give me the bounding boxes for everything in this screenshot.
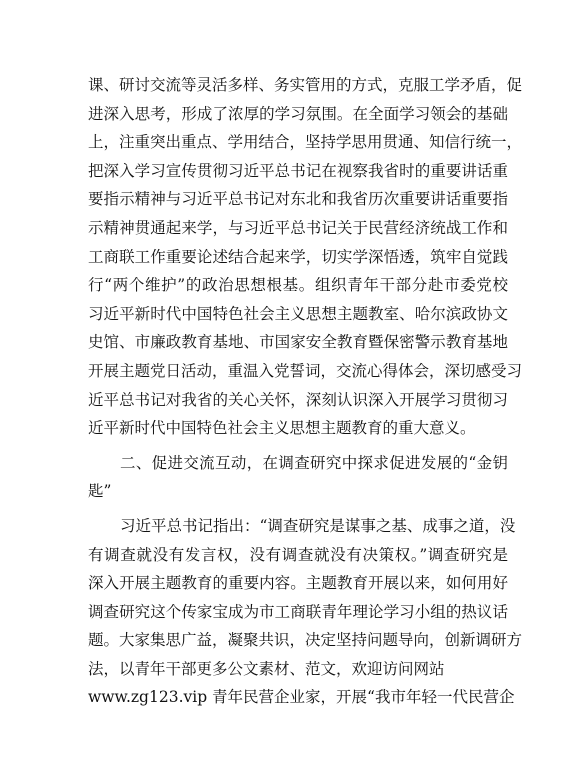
body-paragraph <box>88 512 523 712</box>
heading-line: 二、促进交流互动，在调查研究中探求促进发展的“金钥 <box>120 453 508 472</box>
text-line: 工商联工作重要论述结合起来学，切实学深悟透，筑牢自觉践 <box>88 247 508 266</box>
text-line: 进深入思考，形成了浓厚的学习氛围。在全面学习领会的基础 <box>88 104 508 123</box>
text-line: 课、研讨交流等灵活多样、务实管用的方式，克服工学矛盾，促 <box>88 76 523 94</box>
text-line: 深入开展主题教育的重要内容。主题教育开展以来，如何用好 <box>88 574 508 593</box>
text-line: 把深入学习宣传贯彻习近平总书记在视察我省时的重要讲话重 <box>88 161 508 180</box>
text-line: 习近平新时代中国特色社会主义思想主题教室、哈尔滨政协文 <box>88 304 508 323</box>
text-line: 有调查就没有发言权，没有调查就没有决策权。”调查研究是 <box>88 545 508 564</box>
text-line: 题。大家集思广益，凝聚共识，决定坚持问题导向，创新调研方 <box>88 631 523 650</box>
heading-line: 匙” <box>88 482 112 501</box>
body-paragraph <box>88 71 523 443</box>
text-line: 习近平总书记指出：“调查研究是谋事之基、成事之道，没 <box>120 516 516 535</box>
text-line: 开展主题党日活动，重温入党誓词，交流心得体会，深切感受习 <box>88 361 523 380</box>
section-heading <box>88 449 508 506</box>
text-line: 调查研究这个传家宝成为市工商联青年理论学习小组的热议话 <box>88 602 508 621</box>
document-body <box>88 71 523 712</box>
text-line: 近平新时代中国特色社会主义思想主题教育的重大意义。 <box>88 419 476 438</box>
text-line: www.zg123.vip 青年民营企业家，开展“我市年轻一代民营企 <box>88 688 515 707</box>
text-line: 上，注重突出重点、学用结合，坚持学思用贯通、知信行统一， <box>88 133 523 152</box>
text-line: 行“两个维护”的政治思想根基。组织青年干部分赴市委党校 <box>88 276 508 295</box>
text-line: 示精神贯通起来学，与习近平总书记关于民营经济统战工作和 <box>88 218 508 237</box>
text-line: 史馆、市廉政教育基地、市国家安全教育暨保密警示教育基地 <box>88 333 508 352</box>
text-line: 法，以青年干部更多公文素材、范文，欢迎访问网站 <box>88 659 445 678</box>
text-line: 近平总书记对我省的关心关怀，深刻认识深入开展学习贯彻习 <box>88 390 508 409</box>
text-line: 要指示精神与习近平总书记对东北和我省历次重要讲话重要指 <box>88 190 508 209</box>
